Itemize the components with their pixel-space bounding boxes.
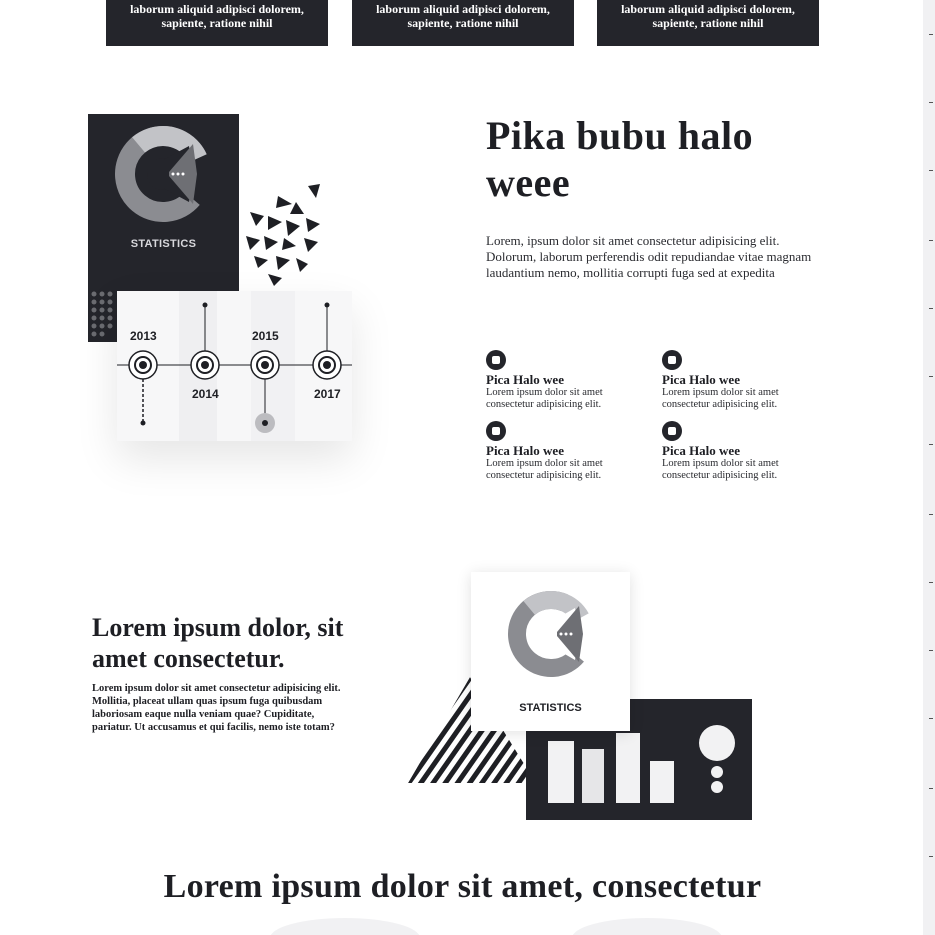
laptop-icon (662, 421, 682, 441)
feature-item (486, 421, 656, 482)
shield-icon (486, 421, 506, 441)
top-card-text-line2: sapiente, ratione nihil (161, 16, 273, 30)
section2-paragraph (92, 682, 382, 734)
section2-title-line1: Lorem ipsum dolor, sit (92, 613, 344, 642)
top-card-1 (106, 0, 328, 46)
feature-desc-line1: Lorem ipsum dolor sit amet (662, 387, 779, 398)
feature-title: Pica Halo wee (486, 443, 564, 458)
statistics-logo-icon (471, 572, 630, 697)
feature-desc-line2: consectetur adipisicing elit. (486, 399, 602, 410)
feature-item (486, 350, 656, 411)
feature-item (662, 421, 832, 482)
timeline-graphic (117, 291, 352, 441)
statistics-logo-icon (88, 114, 239, 234)
scrollbar[interactable] (923, 0, 935, 935)
section3-title: Lorem ipsum dolor sit amet, consectetur (163, 868, 762, 905)
feature-desc-line2: consectetur adipisicing elit. (662, 470, 778, 481)
feature-item (662, 350, 832, 411)
statistics-label: STATISTICS (519, 702, 582, 714)
timeline-year: 2017 (314, 387, 341, 401)
section-title: Pika bubu halo weee (486, 113, 754, 205)
section-paragraph: Lorem, ipsum dolor sit amet consectetur adipisicing elit. Dolorum, laborum perferendis odit repudiandae vitae magnam laudantium nemo, mollitia corrupti fuga sed at expedita (486, 233, 812, 280)
box-icon (486, 350, 506, 370)
feature-desc-line1: Lorem ipsum dolor sit amet (486, 387, 603, 398)
top-card-text-line2: sapiente, ratione nihil (407, 16, 519, 30)
feature-desc-line1: Lorem ipsum dolor sit amet (486, 458, 603, 469)
feature-title: Pica Halo wee (662, 443, 740, 458)
timeline-year: 2014 (192, 387, 219, 401)
statistics-card-light (471, 572, 630, 731)
top-card-text-line1: laborum aliquid adipisci dolorem, (621, 2, 795, 16)
triangle-pattern-icon (238, 180, 338, 290)
timeline-year: 2013 (130, 329, 157, 343)
section2-paragraph-line: Lorem ipsum dolor sit amet consectetur adipisicing elit. (92, 683, 341, 694)
section2-title (92, 612, 392, 674)
timeline-year: 2015 (252, 329, 279, 343)
section2-paragraph-line: pariatur. Ut accusamus et qui facilis, nemo iste totam? (92, 722, 335, 733)
decorative-arc (572, 918, 722, 935)
mobile-icon (662, 350, 682, 370)
feature-desc-line1: Lorem ipsum dolor sit amet (662, 458, 779, 469)
section2-title-line2: amet consectetur. (92, 644, 285, 673)
top-card-text-line2: sapiente, ratione nihil (652, 16, 764, 30)
feature-title: Pica Halo wee (486, 372, 564, 387)
decorative-arc (270, 918, 420, 935)
section2-paragraph-line: Mollitia, placeat ullam quas ipsum fuga quibusdam (92, 696, 323, 707)
timeline-card (117, 291, 352, 441)
dot-pattern-icon (88, 288, 120, 340)
top-card-text-line1: laborum aliquid adipisci dolorem, (130, 2, 304, 16)
feature-desc-line2: consectetur adipisicing elit. (486, 470, 602, 481)
section2-paragraph-line: laboriosam eaque nulla veniam quae? Cupiditate, (92, 709, 315, 720)
statistics-label: STATISTICS (130, 238, 197, 250)
top-card-2 (352, 0, 574, 46)
top-card-3 (597, 0, 819, 46)
top-card-text-line1: laborum aliquid adipisci dolorem, (376, 2, 550, 16)
feature-title: Pica Halo wee (662, 372, 740, 387)
feature-desc-line2: consectetur adipisicing elit. (662, 399, 778, 410)
